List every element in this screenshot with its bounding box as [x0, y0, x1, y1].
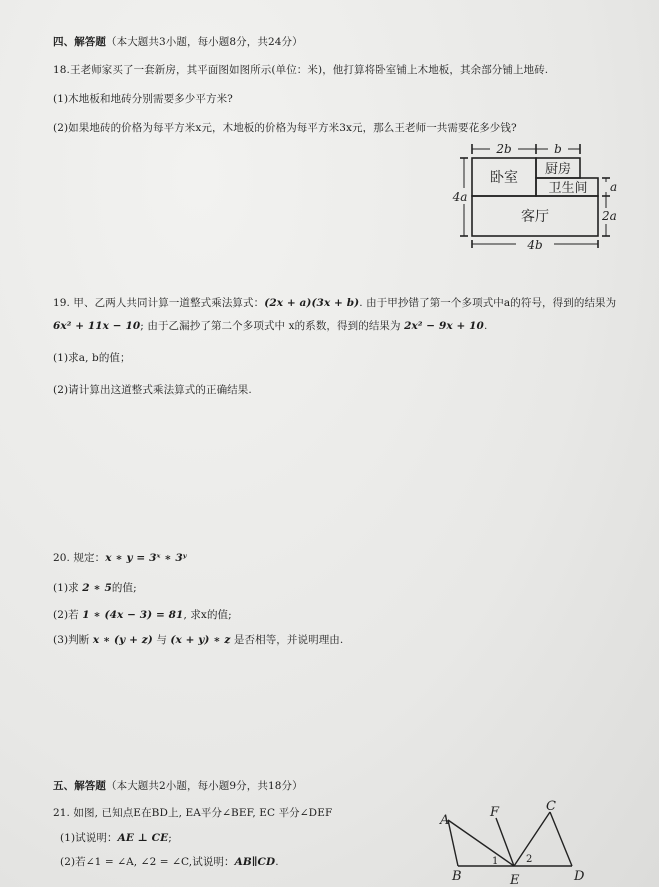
room-kitchen-label: 厨房 — [544, 162, 572, 177]
q18-intro: 18.王老师家买了一套新房，其平面图如图所示(单位：米)，他打算将卧室铺上木地板，其余部分铺上地砖. — [53, 64, 549, 76]
q20-part2-math: 1 ∗ (4x − 3) = 81 — [82, 609, 184, 621]
q21-part2-math: AB∥CD — [234, 856, 276, 868]
dim-top-right: b — [554, 142, 562, 156]
q20-part1-end: 的值; — [111, 582, 137, 594]
q20-def-text: 20. 规定： — [53, 552, 106, 564]
q19-line2-text: ; 由于乙漏抄了第二个多项式中 x的系数，得到的结果为 — [140, 320, 401, 332]
q20-part3-text: (3)判断 — [53, 634, 90, 646]
q21-part2 — [60, 854, 279, 869]
q19-result-a: 6x² + 11x − 10 — [53, 320, 141, 332]
point-B-label: B — [452, 869, 462, 884]
angle-2-label: 2 — [526, 854, 533, 865]
q20-part2 — [53, 607, 232, 622]
q21-part1-math: AE ⊥ CE — [117, 832, 169, 844]
room-living-label: 客厅 — [521, 209, 549, 225]
section4-heading — [53, 34, 303, 49]
q19-expression: (2x + a)(3x + b) — [264, 297, 360, 309]
section5-title: 五、解答题 — [53, 780, 106, 792]
q20-part1 — [53, 580, 137, 595]
q21-part2-end: . — [275, 856, 279, 868]
q20-def-math: x ∗ y = 3ˣ ∗ 3ʸ — [105, 552, 187, 564]
q19-line1-text: 19. 甲、乙两人共同计算一道整式乘法算式： — [53, 297, 265, 309]
q18-part1: (1)木地板和地砖分别需要多少平方米? — [53, 93, 233, 105]
q20-part3-mid: 与 — [156, 634, 167, 646]
section4-note: （本大题共3小题，每小题8分，共24分） — [106, 36, 303, 48]
q20-part3-math1: x ∗ (y + z) — [92, 634, 153, 646]
angle-1-label: 1 — [492, 856, 499, 867]
q19-part1: (1)求a, b的值； — [53, 352, 131, 364]
point-F-label: F — [490, 805, 500, 820]
q19-line1-tail: . 由于甲抄错了第一个多项式中a的符号，得到的结果为 — [359, 297, 617, 309]
room-bedroom-label: 卧室 — [490, 170, 518, 186]
q18-part2: (2)如果地砖的价格为每平方米x元，木地板的价格为每平方米3x元，那么王老师一共需要花多少钱? — [53, 122, 517, 134]
q21-part1-text: (1)试说明： — [60, 832, 118, 844]
q20-part3-math2: (x + y) ∗ z — [170, 634, 231, 646]
q21-part1-end: ; — [168, 832, 172, 844]
q20-part1-text: (1)求 — [53, 582, 79, 594]
dim-top-left: 2b — [496, 142, 512, 156]
room-bathroom-label: 卫生间 — [548, 181, 588, 196]
q20-part2-end: , 求x的值; — [183, 609, 232, 621]
q18-floor-plan-diagram — [448, 138, 638, 258]
q19-line2 — [53, 318, 487, 333]
section4-title: 四、解答题 — [53, 36, 106, 48]
dim-right-small: a — [610, 180, 618, 194]
q19-part2: (2)请计算出这道整式乘法算式的正确结果. — [53, 384, 252, 396]
dim-right-large: 2a — [602, 209, 617, 223]
q21-part1 — [60, 830, 172, 845]
q20-part3-end: 是否相等，并说明理由. — [233, 634, 344, 646]
q19-line2-end: . — [483, 320, 488, 332]
dim-bottom: 4b — [527, 238, 543, 252]
q20-definition — [53, 550, 187, 565]
section5-heading — [53, 778, 303, 793]
point-E-label: E — [510, 873, 520, 887]
q19-result-b: 2x² − 9x + 10 — [404, 320, 484, 332]
q21-intro: 21. 如图, 已知点E在BD上, EA平分∠BEF, EC 平分∠DEF — [53, 807, 333, 819]
point-D-label: D — [574, 869, 585, 884]
q21-part2-text: (2)若∠1 = ∠A, ∠2 = ∠C,试说明： — [60, 856, 235, 868]
q20-part2-text: (2)若 — [53, 609, 79, 621]
q21-geometry-diagram — [432, 800, 592, 887]
q20-part3 — [53, 632, 343, 647]
dim-left: 4a — [452, 190, 468, 204]
q19-line1 — [53, 295, 616, 310]
section5-note: （本大题共2小题，每小题9分，共18分） — [106, 780, 303, 792]
point-C-label: C — [546, 800, 556, 814]
point-A-label: A — [440, 813, 450, 828]
q20-part1-math: 2 ∗ 5 — [82, 582, 112, 594]
